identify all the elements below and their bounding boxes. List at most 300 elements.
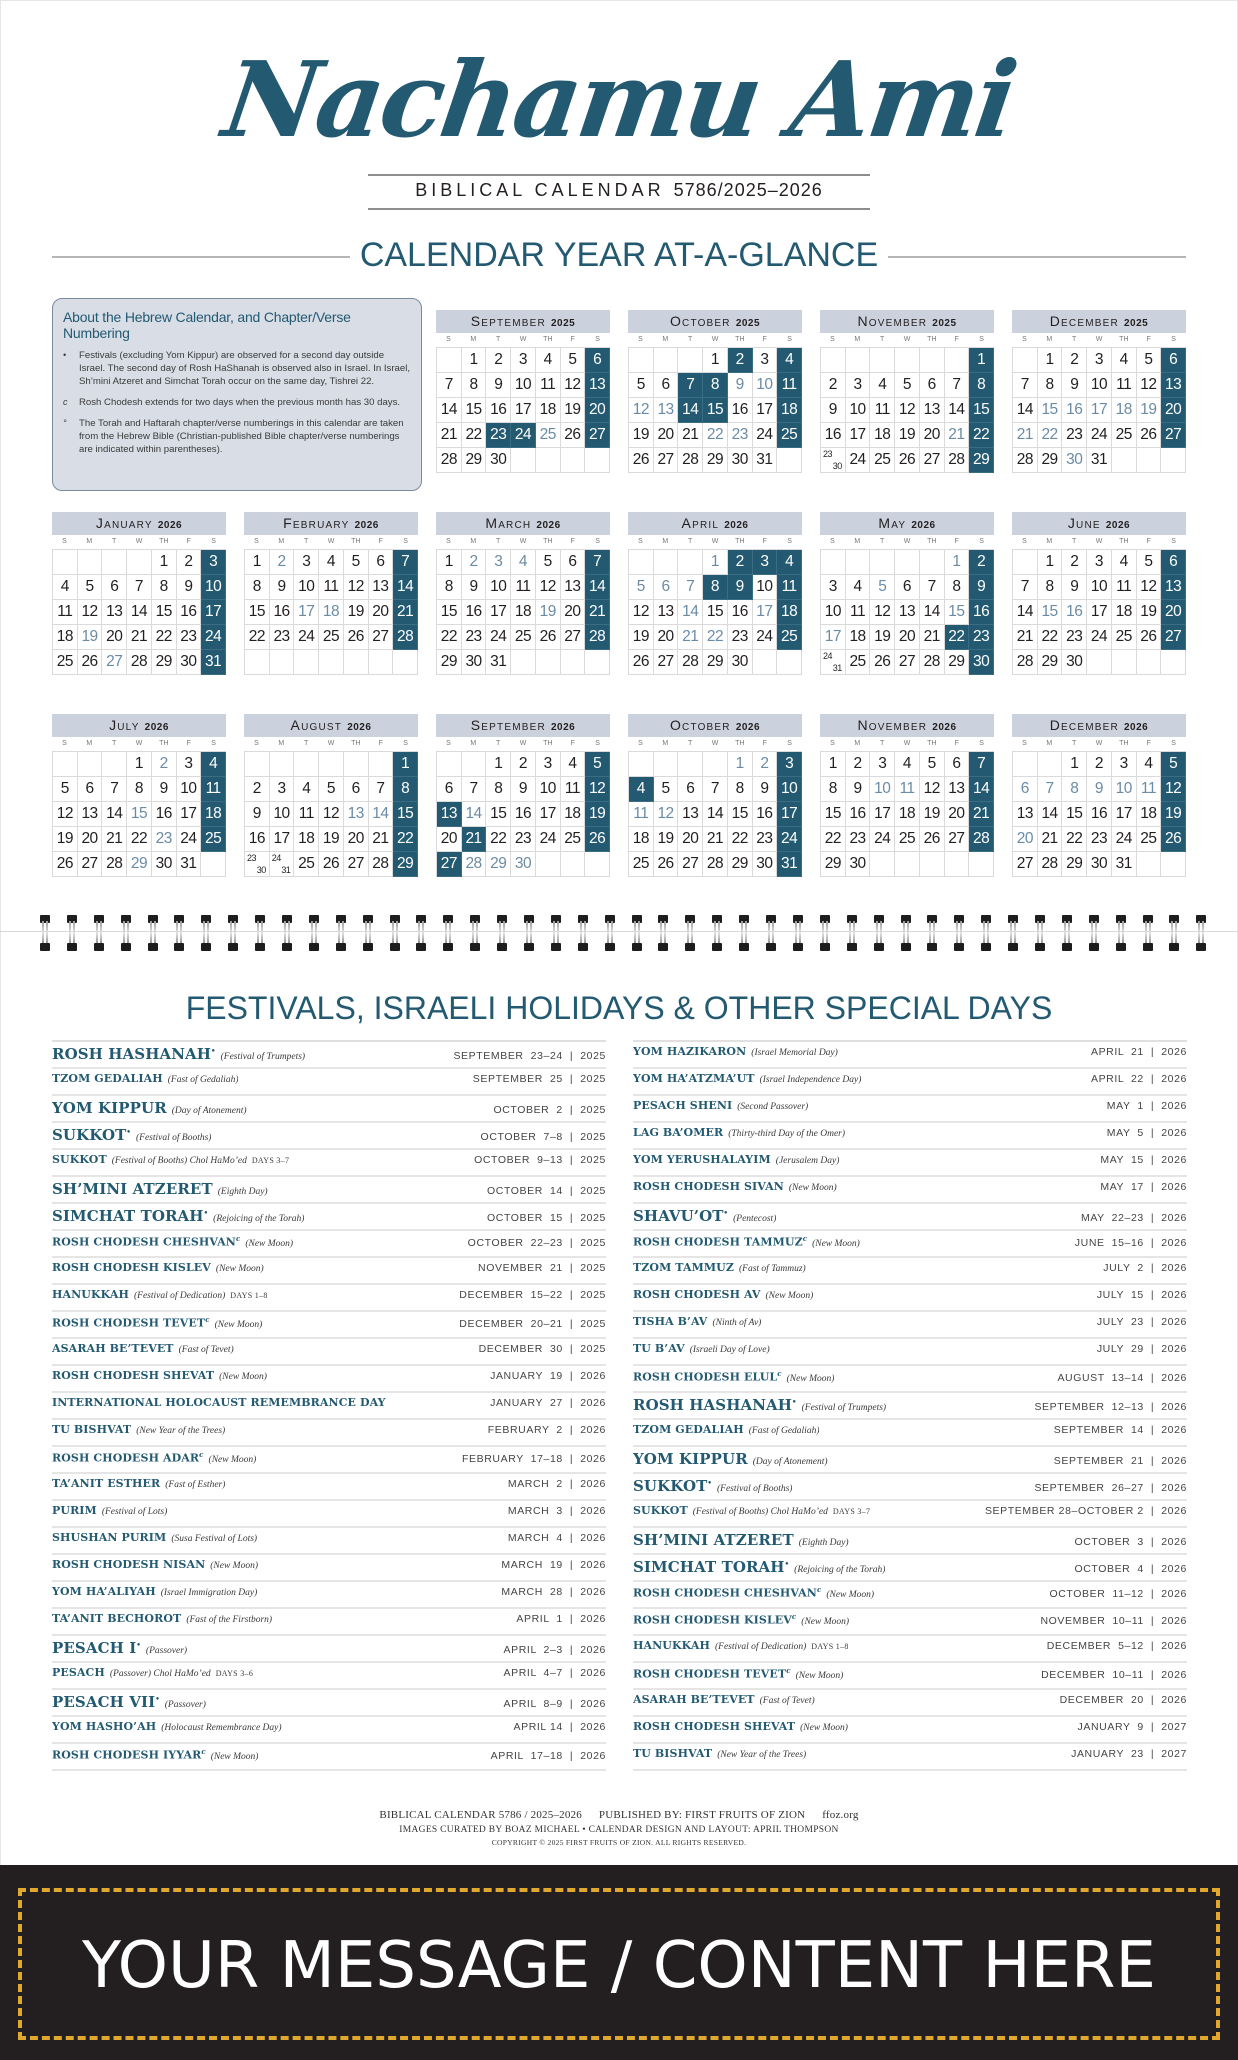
day-cell: 26: [1137, 625, 1162, 650]
day-cell: 19: [319, 827, 344, 852]
festival-description: (Fast of Gedaliah): [748, 1426, 820, 1436]
holy-day-cell: 22: [969, 423, 994, 448]
festival-name-text: TISHA B’AV: [633, 1315, 708, 1328]
month-weeks: [1012, 549, 1186, 675]
day-cell: 12: [895, 398, 920, 423]
festival-row: [633, 1474, 1187, 1501]
festival-name-text: SUKKOT: [52, 1126, 127, 1144]
holy-day-cell: 5: [585, 752, 610, 777]
day-cell: 3: [270, 777, 295, 802]
empty-day-cell: [1013, 348, 1038, 373]
empty-day-cell: [654, 550, 679, 575]
special-day-cell: 5: [629, 575, 654, 600]
day-cell: 29: [152, 650, 177, 675]
empty-day-cell: [969, 852, 994, 877]
day-cell: 25: [870, 448, 895, 473]
festival-name: [52, 1693, 160, 1711]
holy-day-cell: 24: [511, 423, 536, 448]
weekday-header-row: [628, 535, 802, 549]
special-day-cell: 17: [821, 625, 846, 650]
empty-day-cell: [245, 650, 270, 675]
festival-name: [633, 1180, 784, 1193]
festival-label: [52, 1099, 247, 1117]
special-day-cell: 22: [1038, 423, 1063, 448]
weekday-label: S: [787, 740, 792, 747]
festival-row: [52, 1096, 606, 1123]
festival-date: OCTOBER 11–12 | 2026: [1049, 1587, 1187, 1600]
day-cell: 30: [1087, 852, 1112, 877]
festival-name: [52, 1450, 204, 1465]
day-cell: 25: [629, 852, 654, 877]
weekday-label: S: [638, 740, 643, 747]
day-cell: 8: [945, 575, 970, 600]
holy-day-cell: 15: [393, 802, 418, 827]
weekday-label: S: [403, 740, 408, 747]
festival-name-text: PURIM: [52, 1504, 97, 1517]
festival-date: SEPTEMBER 23–24 | 2025: [453, 1050, 606, 1062]
month-header: [52, 714, 226, 737]
day-cell: 2: [511, 752, 536, 777]
day-cell: 27: [561, 625, 586, 650]
festival-label: [633, 1045, 838, 1058]
special-day-cell: 6: [1013, 777, 1038, 802]
week-row: [821, 575, 994, 600]
empty-day-cell: [319, 650, 344, 675]
weekday-label: T: [1071, 538, 1077, 545]
month-year: 2026: [157, 520, 183, 531]
festival-label: [633, 1126, 845, 1139]
month-year: 2025: [932, 318, 957, 329]
festival-name-text: ROSH CHODESH CHESHVAN: [633, 1586, 817, 1600]
week-row: [437, 600, 610, 625]
day-cell: 6: [945, 752, 970, 777]
day-cell: 6: [369, 550, 394, 575]
festival-label: [52, 1315, 262, 1330]
week-row: [245, 600, 418, 625]
day-cell: 23: [511, 827, 536, 852]
day-cell: 7: [102, 777, 127, 802]
day-number: 30: [832, 461, 842, 471]
day-cell: 4: [870, 373, 895, 398]
spiral-coil-icon: [201, 915, 211, 951]
day-cell: 2: [1062, 550, 1087, 575]
weekday-header-row: [1012, 535, 1186, 549]
festival-label: [52, 1396, 386, 1409]
second-day-mark-icon: •: [155, 1694, 160, 1703]
festival-description: (New Moon): [245, 1238, 294, 1249]
holy-day-cell: 13: [1161, 575, 1186, 600]
holy-day-cell: 28: [969, 827, 994, 852]
day-cell: 28: [703, 852, 728, 877]
week-row: [437, 448, 610, 473]
weekday-label: TH: [351, 538, 361, 545]
special-day-cell: 1: [728, 752, 753, 777]
day-cell: 12: [920, 777, 945, 802]
weekday-label: M: [86, 538, 93, 545]
week-row: [53, 852, 226, 877]
spiral-coil-icon: [148, 915, 158, 951]
holy-day-cell: 23: [969, 625, 994, 650]
day-cell: 1: [152, 550, 177, 575]
weekday-label: TH: [1119, 538, 1129, 545]
festival-label: [52, 1234, 293, 1249]
spiral-coil-icon: [658, 915, 668, 951]
day-cell: 20: [102, 625, 127, 650]
weekday-label: TH: [159, 740, 169, 747]
holy-day-cell: 14: [678, 398, 703, 423]
spiral-coil-icon: [766, 915, 776, 951]
festival-row: [633, 1042, 1187, 1069]
spiral-coil-icon: [927, 915, 937, 951]
day-cell: 18: [1112, 600, 1137, 625]
holy-day-cell: 9: [969, 575, 994, 600]
day-cell: 6: [78, 777, 103, 802]
festival-name: [52, 1747, 206, 1762]
festival-name: [633, 1639, 710, 1652]
spiral-coil-icon: [309, 915, 319, 951]
festival-row: [52, 1204, 606, 1231]
weekday-label: TH: [927, 740, 937, 747]
festival-description: (New Moon): [788, 1183, 837, 1193]
day-cell: 11: [536, 373, 561, 398]
day-cell: 22: [1062, 827, 1087, 852]
festival-row: [633, 1285, 1187, 1312]
day-cell: 18: [846, 625, 871, 650]
day-cell: 12: [561, 373, 586, 398]
month-weeks: [244, 751, 418, 877]
day-cell: 8: [127, 777, 152, 802]
empty-day-cell: [344, 752, 369, 777]
weekday-label: M: [1046, 740, 1053, 747]
weekday-label: S: [211, 538, 216, 545]
festival-description: (New Moon): [801, 1616, 850, 1627]
special-day-cell: 1: [945, 550, 970, 575]
week-row: [437, 802, 610, 827]
subtitle-years: 5786/2025–2026: [673, 180, 823, 200]
holy-day-cell: 7: [393, 550, 418, 575]
day-cell: 16: [821, 423, 846, 448]
day-cell: 3: [846, 373, 871, 398]
empty-day-cell: [1137, 448, 1162, 473]
festival-description: (New Moon): [214, 1319, 263, 1330]
day-cell: 6: [654, 373, 679, 398]
festival-label: [633, 1261, 806, 1274]
week-row: [821, 650, 994, 675]
holy-day-cell: 15: [969, 398, 994, 423]
day-cell: 17: [511, 398, 536, 423]
weekday-label: S: [979, 336, 984, 343]
day-cell: 8: [821, 777, 846, 802]
month-header: [1012, 512, 1186, 535]
credits-line-2: IMAGES CURATED BY BOAZ MICHAEL • CALENDAR DESIGN AND LAYOUT: APRIL THOMPSON: [399, 1825, 839, 1835]
empty-day-cell: [895, 550, 920, 575]
festival-description: (Festival of Trumpets): [801, 1403, 887, 1413]
day-cell: 5: [319, 777, 344, 802]
week-row: [437, 625, 610, 650]
day-cell: 9: [152, 777, 177, 802]
day-cell: 27: [78, 852, 103, 877]
festival-name: [52, 1180, 213, 1198]
festival-row: [52, 1069, 606, 1096]
day-cell: 24: [536, 827, 561, 852]
festival-row: [633, 1744, 1187, 1771]
special-day-cell: 18: [319, 600, 344, 625]
festival-label: [633, 1558, 885, 1576]
festival-row: [633, 1663, 1187, 1690]
day-cell: 9: [821, 398, 846, 423]
special-day-cell: 10: [1112, 777, 1137, 802]
festival-date: OCTOBER 2 | 2025: [493, 1104, 606, 1116]
day-cell: 31: [486, 650, 511, 675]
c-mark-icon: c: [63, 397, 68, 407]
festival-name: [633, 1396, 797, 1414]
credits-site-link[interactable]: ffoz.org: [822, 1809, 859, 1821]
day-cell: 16: [270, 600, 295, 625]
festival-name-text: ROSH CHODESH AV: [633, 1288, 761, 1301]
weekday-header-row: [436, 333, 610, 347]
weekday-header-row: [1012, 333, 1186, 347]
festival-label: [633, 1180, 837, 1193]
weekday-label: S: [1022, 538, 1027, 545]
weekday-label: F: [378, 538, 383, 545]
festival-date: DECEMBER 10–11 | 2026: [1041, 1668, 1187, 1681]
day-cell: 1: [1038, 550, 1063, 575]
festival-description: (Ninth of Av): [712, 1318, 762, 1328]
weekday-label: T: [111, 538, 117, 545]
festival-name: [52, 1045, 216, 1063]
weekday-label: TH: [543, 538, 553, 545]
week-row: [437, 575, 610, 600]
banner-message: YOUR MESSAGE / CONTENT HERE: [82, 1929, 1156, 2003]
festival-date: DECEMBER 30 | 2025: [478, 1343, 606, 1355]
holy-day-cell: 20: [1161, 600, 1186, 625]
month-weeks: [628, 347, 802, 473]
empty-day-cell: [1161, 852, 1186, 877]
festival-description: (New Moon): [800, 1723, 848, 1733]
special-day-cell: 23: [728, 423, 753, 448]
weekday-label: W: [327, 538, 335, 545]
festival-label: [52, 1693, 206, 1711]
day-cell: 23: [1062, 625, 1087, 650]
weekday-label: M: [470, 336, 477, 343]
week-row: [245, 625, 418, 650]
festival-days-range: DAYS 3–6: [215, 1669, 254, 1678]
day-cell: 14: [102, 802, 127, 827]
festival-date: JULY 23 | 2026: [1096, 1316, 1187, 1328]
day-cell: 2: [1087, 752, 1112, 777]
day-cell: 4: [536, 348, 561, 373]
festival-name: [52, 1369, 214, 1382]
spiral-coil-icon: [551, 915, 561, 951]
festival-row: [52, 1501, 606, 1528]
second-day-mark-icon: •: [707, 1478, 712, 1487]
day-cell: 16: [753, 802, 778, 827]
weekday-label: M: [662, 336, 669, 343]
weekday-label: F: [570, 538, 575, 545]
festival-name: [52, 1126, 131, 1144]
empty-day-cell: [53, 752, 78, 777]
holy-day-cell: 14: [969, 777, 994, 802]
special-day-cell: 17: [753, 600, 778, 625]
day-cell: 16: [846, 802, 871, 827]
day-cell: 22: [486, 827, 511, 852]
day-cell: 20: [561, 600, 586, 625]
empty-day-cell: [369, 752, 394, 777]
empty-day-cell: [561, 852, 586, 877]
day-number: 30: [256, 865, 266, 875]
spiral-coil-icon: [67, 915, 77, 951]
holy-day-cell: 3: [753, 550, 778, 575]
weekday-header-row: [820, 737, 994, 751]
weekday-label: F: [954, 336, 959, 343]
day-cell: 20: [344, 827, 369, 852]
day-cell: 18: [1137, 802, 1162, 827]
empty-day-cell: [920, 550, 945, 575]
day-cell: 17: [846, 423, 871, 448]
festival-name-text: ROSH HASHANAH: [633, 1396, 793, 1414]
day-cell: 29: [703, 650, 728, 675]
special-day-cell: 21: [945, 423, 970, 448]
festival-name: [52, 1207, 208, 1225]
week-row: [437, 398, 610, 423]
day-cell: 19: [920, 802, 945, 827]
day-cell: 26: [319, 852, 344, 877]
week-row: [629, 600, 802, 625]
day-cell: 10: [177, 777, 202, 802]
special-day-cell: 4: [511, 550, 536, 575]
festival-name: [633, 1207, 728, 1225]
festival-name-text: ROSH CHODESH KISLEV: [52, 1261, 211, 1274]
day-cell: 22: [728, 827, 753, 852]
day-cell: 7: [462, 777, 487, 802]
empty-day-cell: [870, 348, 895, 373]
holy-day-cell: 10: [777, 777, 802, 802]
day-cell: 21: [102, 827, 127, 852]
festival-date: SEPTEMBER 12–13 | 2026: [1034, 1401, 1187, 1413]
day-cell: 31: [1112, 852, 1137, 877]
special-day-cell: 10: [753, 373, 778, 398]
festival-name: [633, 1504, 688, 1517]
month-weeks: [628, 751, 802, 877]
special-day-cell: 20: [1013, 827, 1038, 852]
month-name: September: [470, 313, 546, 329]
month-header: [436, 714, 610, 737]
month-weeks: [1012, 347, 1186, 473]
day-number: 31: [281, 865, 291, 875]
month-year: 2026: [735, 722, 761, 733]
festival-date: JULY 2 | 2026: [1103, 1262, 1187, 1274]
day-cell: 30: [753, 852, 778, 877]
day-cell: 14: [1038, 802, 1063, 827]
festival-description: (New Moon): [826, 1589, 875, 1600]
month-weeks: [820, 751, 994, 877]
festival-days-range: DAYS 1–8: [230, 1291, 268, 1300]
day-cell: 1: [486, 752, 511, 777]
holy-day-cell: 13: [1161, 373, 1186, 398]
day-cell: 28: [1013, 448, 1038, 473]
week-row: [437, 373, 610, 398]
festival-description: (Day of Atonement): [171, 1106, 247, 1116]
empty-day-cell: [870, 852, 895, 877]
festival-name-text: SHAVU’OT: [633, 1207, 724, 1225]
holy-day-cell: 18: [777, 600, 802, 625]
day-cell: 29: [703, 448, 728, 473]
day-cell: 20: [369, 600, 394, 625]
festival-label: [52, 1477, 225, 1490]
weekday-header-row: [244, 535, 418, 549]
holy-day-cell: 4: [201, 752, 226, 777]
weekday-label: TH: [1119, 336, 1129, 343]
festival-date: MAY 17 | 2026: [1100, 1181, 1187, 1193]
month-calendar: [436, 714, 610, 877]
weekday-header-row: [52, 737, 226, 751]
day-cell: 8: [437, 575, 462, 600]
festival-name: [52, 1234, 240, 1249]
day-cell: 10: [511, 373, 536, 398]
holy-day-cell: 20: [1161, 398, 1186, 423]
holy-day-cell: 7: [678, 373, 703, 398]
holy-day-cell: 4: [629, 777, 654, 802]
holy-day-cell: 26: [585, 827, 610, 852]
day-cell: 5: [654, 777, 679, 802]
special-day-cell: 13: [654, 398, 679, 423]
festival-date: OCTOBER 7–8 | 2025: [480, 1131, 606, 1143]
weekday-label: W: [711, 336, 719, 343]
festival-name-text: SUKKOT: [633, 1504, 688, 1517]
day-cell: 19: [53, 827, 78, 852]
festival-name-text: ROSH CHODESH SHEVAT: [52, 1369, 215, 1382]
special-day-cell: 15: [945, 600, 970, 625]
week-row: [437, 348, 610, 373]
festival-label: [52, 1720, 282, 1733]
week-row: [629, 348, 802, 373]
day-cell: 9: [486, 373, 511, 398]
festival-description: (Israeli Day of Love): [689, 1345, 770, 1355]
day-cell: 26: [78, 650, 103, 675]
month-calendar: [436, 512, 610, 675]
rosh-chodesh-mark-icon: c: [205, 1315, 210, 1324]
festival-row: [633, 1609, 1187, 1636]
festival-description: (New Moon): [765, 1291, 814, 1301]
spiral-coil-icon: [94, 915, 104, 951]
spiral-coil-icon: [363, 915, 373, 951]
empty-day-cell: [536, 852, 561, 877]
day-cell: 18: [53, 625, 78, 650]
special-day-cell: 27: [102, 650, 127, 675]
weekday-label: W: [711, 538, 719, 545]
day-cell: 19: [629, 625, 654, 650]
festival-date: MAY 22–23 | 2026: [1081, 1212, 1187, 1224]
festival-name: [633, 1720, 795, 1733]
holy-day-cell: 2: [969, 550, 994, 575]
week-row: [629, 373, 802, 398]
special-day-cell: 19: [536, 600, 561, 625]
week-row: [629, 448, 802, 473]
special-day-cell: 3: [486, 550, 511, 575]
day-cell: 25: [561, 827, 586, 852]
month-calendar: [628, 714, 802, 877]
day-cell: 9: [245, 802, 270, 827]
day-cell: 15: [245, 600, 270, 625]
day-cell: 16: [152, 802, 177, 827]
day-number: 24: [823, 651, 833, 661]
split-day-cell: [821, 448, 846, 473]
festival-label: [52, 1369, 267, 1382]
week-row: [1013, 398, 1186, 423]
subtitle-bottom-rule: [368, 208, 870, 210]
day-cell: 24: [1112, 827, 1137, 852]
second-day-mark-icon: •: [792, 1397, 797, 1406]
